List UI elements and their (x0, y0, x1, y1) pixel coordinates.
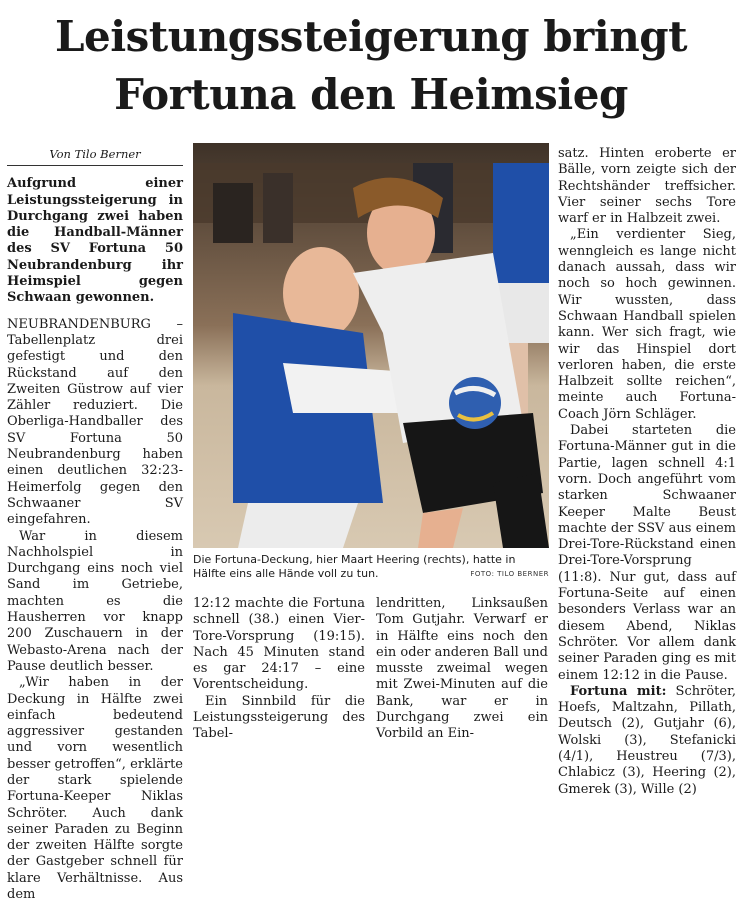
article-column-left (7, 146, 183, 903)
body-paragraph: „Ein verdienter Sieg, wenngleich es lange nicht danach aussah, dass wir noch so hoch gewinnen. Wir wussten, dass Schwaan Handball spielen kann. Wer sich fragt, wie wir das Hinspiel dort verloren haben, die erste Halbzeit sollte reichen“, meinte auch Fortuna-Coach Jörn Schläger. (558, 227, 736, 422)
team-lineup (558, 684, 736, 798)
article-column-middle-1 (193, 596, 365, 743)
article-column-right (558, 146, 736, 798)
team-lineup-list: Schröter, Hoefs, Maltzahn, Pillath, Deutsch (2), Gutjahr (6), Wolski (3), Stefanicki (4/1), Heustreu (7/3), Chlabicz (3), Heering (2), Gmerek (3), Wille (2) (558, 683, 736, 797)
body-paragraph: satz. Hinten eroberte er Bälle, vorn zeigte sich der Rechtshänder treffsicher. Vier seiner sechs Tore warf er in Halbzeit zwei. (558, 146, 736, 227)
photo-caption (193, 553, 549, 581)
body-paragraph: lendritten, Linksaußen Tom Gutjahr. Verwarf er in Hälfte eins noch den ein oder anderen Ball und musste zweimal wegen mit Zwei-Minuten auf die Bank, war er in Durchgang zwei ein Vorbild an Ein- (376, 596, 548, 742)
headline (0, 8, 742, 124)
body-paragraph: „Wir haben in der Deckung in Hälfte zwei einfach bedeutend aggressiver gestanden und vorn wesentlich besser getroffen“, erklärte der stark spielende Fortuna-Keeper Niklas Schröter. Auch dank seiner Paraden zu Beginn der zweiten Hälfte sorgte der Gastgeber schnell für klare Verhältnisse. Aus dem (7, 675, 183, 903)
headline-line-1: Leistungssteigerung bringt (54, 12, 688, 61)
handball-scene-image (193, 143, 549, 548)
body-paragraph: 12:12 machte die Fortuna schnell (38.) einen Vier-Tore-Vorsprung (19:15). Nach 45 Minuten stand es gar 24:17 – eine Vorentscheidung. (193, 596, 365, 693)
article-photo (193, 143, 549, 548)
body-paragraph: Dabei starteten die Fortuna-Männer gut in die Partie, lagen schnell 4:1 vorn. Doch angeführt vom starken Schwaaner Keeper Malte Beust machte der SSV aus einem Drei-Tore-Rückstand einen Drei-Tore-Vorsprung (11:8). Nur gut, dass auf Fortuna-Seite auf einen besonders Verlass war an diesem Abend, Niklas Schröter. Vor allem dank seiner Paraden ging es mit einem 12:12 in die Pause. (558, 423, 736, 683)
article-column-middle-2 (376, 596, 548, 743)
team-lineup-label: Fortuna mit: (570, 683, 667, 699)
photo-caption-text: Die Fortuna-Deckung, hier Maart Heering (rechts), hatte in Hälfte eins alle Hände voll zu tun. (193, 553, 516, 580)
byline: Von Tilo Berner (7, 146, 183, 166)
body-paragraph: NEUBRANDENBURG – Tabellenplatz drei gefestigt und den Rückstand auf den Zweiten Güstrow auf vier Zähler reduziert. Die Oberliga-Handballer des SV Fortuna 50 Neubrandenburg haben einen deutlichen 32:23-Heimerfolg gegen den Schwaaner SV eingefahren. (7, 316, 183, 528)
body-paragraph: Ein Sinnbild für die Leistungssteigerung des Tabel- (193, 693, 365, 742)
photo-credit: FOTO: TILO BERNER (470, 570, 549, 578)
body-paragraph: War in diesem Nachholspiel in Durchgang eins noch viel Sand im Getriebe, machten es die Hausherren vor knapp 200 Zuschauern in der Webasto-Arena nach der Pause deutlich besser. (7, 528, 183, 674)
headline-line-2: Fortuna den Heimsieg (114, 70, 628, 119)
lead-paragraph: Aufgrund einer Leistungssteigerung in Durchgang zwei haben die Handball-Männer des SV Fortuna 50 Neubrandenburg ihr Heimspiel gegen Schwaan gewonnen. (7, 176, 183, 306)
